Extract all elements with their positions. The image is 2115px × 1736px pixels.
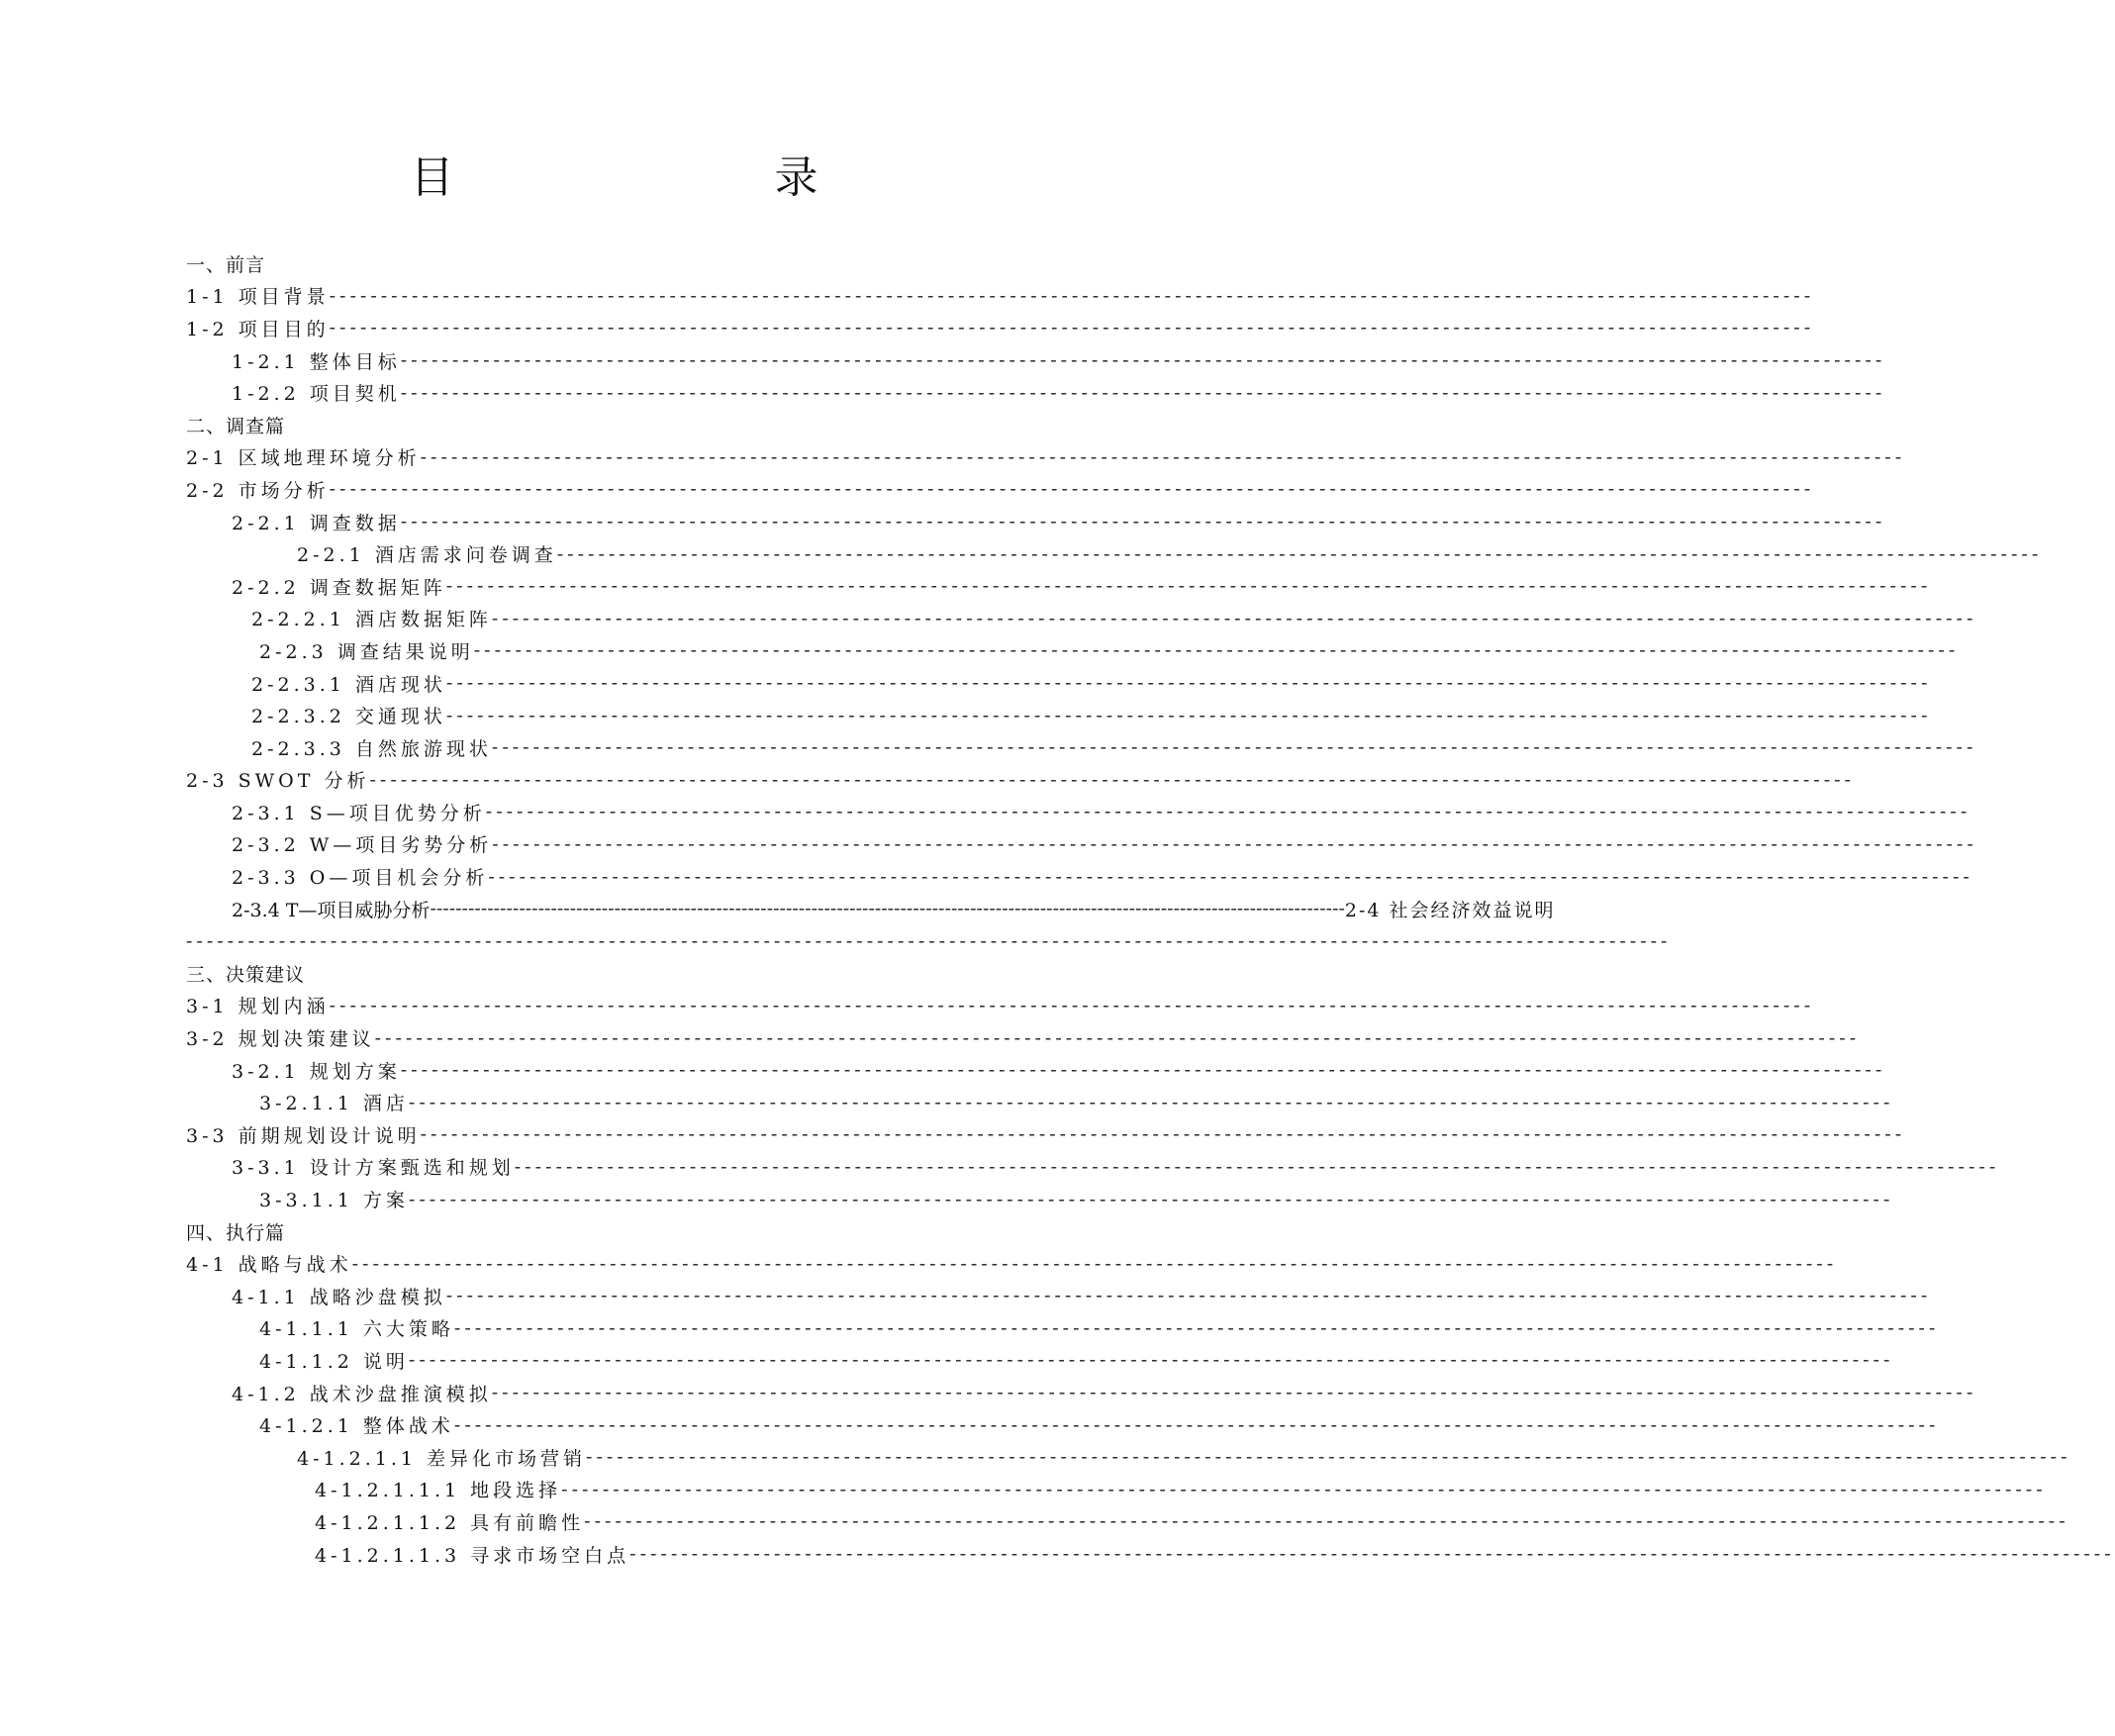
toc-leader-dashes: ------------------------------------------------------------------------------------------------------------------------------------------------ bbox=[488, 865, 1973, 888]
toc-leader-dashes: ------------------------------------------------------------------------------------------------------------------------------------------------ bbox=[445, 1285, 1932, 1307]
toc-entry-label: 3-3.1 设计方案甄选和规划 bbox=[232, 1157, 515, 1180]
toc-leader-dashes: ------------------------------------------------------------------------------------------------------------------------------------------------ bbox=[400, 511, 1886, 533]
toc-entry-label: 2-2.1 酒店需求问卷调查 bbox=[297, 544, 557, 567]
toc-entry[interactable] bbox=[186, 828, 1977, 861]
toc-leader-dashes: ------------------------------------------------------------------------------------------------------------------------------------------------ bbox=[556, 542, 2043, 565]
toc-entry-label: 2-3.2 W—项目劣势分析 bbox=[232, 834, 493, 857]
toc-entry[interactable] bbox=[186, 860, 1973, 893]
toc-leader-dashes: ------------------------------------------------------------------------------------------------------------------------------------------------ bbox=[420, 1123, 1906, 1146]
toc-entry[interactable] bbox=[186, 1538, 2115, 1571]
toc-entry[interactable] bbox=[186, 893, 1556, 925]
toc-leader-dashes: ------------------------------------------------------------------------------------------------------------------------------------------------ bbox=[329, 478, 1815, 501]
toc-entry[interactable] bbox=[186, 764, 1855, 797]
toc-leader-dashes: ------------------------------------------------------------------------------------------------------------------------------------------------ bbox=[445, 704, 1932, 726]
toc-entry[interactable] bbox=[186, 1441, 2071, 1474]
toc-entry-label: 1-1 项目背景 bbox=[186, 286, 330, 309]
toc-entry[interactable] bbox=[186, 441, 1906, 474]
toc-section-heading bbox=[186, 409, 1047, 441]
toc-entry[interactable] bbox=[186, 699, 1932, 731]
toc-entry-label: 3-3.1.1 方案 bbox=[259, 1190, 409, 1212]
toc-entry-label: 2-3.4 T—项目威胁分析 bbox=[232, 899, 431, 921]
toc-entry-label: 2-4 社会经济效益说明 bbox=[1344, 899, 1556, 921]
toc-leader-dashes: ------------------------------------------------------------------------------------------------------------------------------------------------ bbox=[514, 1155, 2000, 1178]
toc-leader-dashes: ------------------------------------------------------------------------------------------------------------------------------------------------ bbox=[400, 381, 1886, 404]
toc-entry-label: 3-2.1 规划方案 bbox=[232, 1060, 401, 1083]
toc-leader-dashes: ------------------------------------------------------------------------------------------------------------------------------------------------ bbox=[329, 284, 1815, 307]
toc-entry-label: 4-1.2.1.1.3 寻求市场空白点 bbox=[315, 1544, 630, 1567]
toc-entry[interactable] bbox=[186, 1474, 2047, 1506]
toc-entry-label: 2-1 区域地理环境分析 bbox=[186, 447, 421, 470]
toc-entry-label: 1-2.2 项目契机 bbox=[232, 383, 401, 406]
toc-leader-dashes: ------------------------------------------------------------------------------------------------------------------------------------------------ bbox=[629, 1543, 2115, 1566]
toc-entry[interactable] bbox=[186, 1086, 1894, 1118]
toc-entry[interactable] bbox=[186, 731, 1977, 764]
toc-leader-dashes: ------------------------------------------------------------------------------------------------------------------------------------------------ bbox=[453, 1413, 1940, 1436]
toc-entry[interactable] bbox=[186, 344, 1886, 377]
toc-entry-label: 2-3 SWOT 分析 bbox=[186, 770, 370, 793]
toc-leader-dashes: ------------------------------------------------------------------------------------------------------------------------------------------------ bbox=[369, 768, 1855, 791]
toc-leader-dashes: ------------------------------------------------------------------------------------------------------------------------------------------------ bbox=[400, 349, 1886, 372]
toc-entry-label: 4-1 战略与战术 bbox=[186, 1254, 352, 1277]
toc-entry[interactable] bbox=[186, 1021, 1861, 1054]
table-of-contents bbox=[186, 247, 2115, 1570]
toc-leader-dashes: ------------------------------------------------------------------------------------------------------------------------------------------------ bbox=[491, 607, 1977, 629]
toc-entry-label: 3-3 前期规划设计说明 bbox=[186, 1124, 421, 1147]
toc-entry[interactable] bbox=[186, 924, 1672, 957]
toc-entry-label: 4-1.1.1 六大策略 bbox=[259, 1318, 454, 1341]
toc-leader-dashes: ------------------------------------------------------------------------------------------------------------------------------------------------ bbox=[473, 639, 1960, 662]
toc-entry[interactable] bbox=[186, 1408, 1940, 1441]
toc-entry[interactable] bbox=[186, 1183, 1894, 1215]
toc-leader-dashes: ------------------------------------------------------------------------------------------------------------------------------------------------ bbox=[408, 1091, 1894, 1113]
toc-entry[interactable] bbox=[186, 1377, 1977, 1409]
toc-entry-label: 4-1.1.2 说明 bbox=[259, 1350, 409, 1373]
toc-entry[interactable] bbox=[186, 634, 1960, 667]
toc-entry[interactable] bbox=[186, 603, 1977, 635]
toc-leader-dashes: ------------------------------------------------------------------------------------------------------------------------------------------------ bbox=[329, 317, 1815, 339]
toc-entry-label: 4-1.2 战术沙盘推演模拟 bbox=[232, 1383, 492, 1405]
toc-entry-label: 4-1.2.1 整体战术 bbox=[259, 1415, 454, 1438]
toc-entry-label: 2-2.3.3 自然旅游现状 bbox=[251, 737, 492, 760]
toc-leader-dashes: ------------------------------------------------------------------------------------------------------------------------------------------------ bbox=[374, 1026, 1861, 1049]
toc-entry-label: 3-2.1.1 酒店 bbox=[259, 1093, 409, 1115]
toc-leader-dashes: ------------------------------------------------------------------------------------------------------------------------------------------------ bbox=[430, 898, 1345, 920]
toc-leader-dashes: ------------------------------------------------------------------------------------------------------------------------------------------------ bbox=[420, 445, 1906, 468]
toc-entry[interactable] bbox=[186, 312, 1815, 344]
toc-entry-label: 4-1.2.1.1.2 具有前瞻性 bbox=[315, 1511, 585, 1534]
toc-leader-dashes: ------------------------------------------------------------------------------------------------------------------------------------------------ bbox=[453, 1316, 1940, 1339]
toc-entry[interactable] bbox=[186, 376, 1886, 409]
toc-entry[interactable] bbox=[186, 1054, 1886, 1087]
toc-leader-dashes: ------------------------------------------------------------------------------------------------------------------------------------------------ bbox=[351, 1252, 1838, 1275]
toc-leader-dashes: ------------------------------------------------------------------------------------------------------------------------------------------------ bbox=[584, 1510, 2069, 1533]
toc-entry[interactable] bbox=[186, 280, 1815, 313]
toc-entry-label: 4-1.2.1.1.1 地段选择 bbox=[315, 1480, 562, 1502]
toc-entry[interactable] bbox=[186, 1505, 2069, 1538]
toc-section-heading bbox=[186, 957, 1047, 990]
toc-entry-label: 4-1.1 战略沙盘模拟 bbox=[232, 1286, 446, 1308]
toc-entry-label: 2-2.1 调查数据 bbox=[232, 512, 401, 534]
toc-entry[interactable] bbox=[186, 1312, 1940, 1345]
toc-entry[interactable] bbox=[186, 570, 1932, 603]
toc-entry-label: 二、调查篇 bbox=[186, 415, 286, 437]
toc-entry[interactable] bbox=[186, 506, 1886, 538]
toc-leader-dashes: ------------------------------------------------------------------------------------------------------------------------------------------------ bbox=[445, 672, 1932, 695]
toc-entry-label: 四、执行篇 bbox=[186, 1221, 286, 1244]
toc-entry[interactable] bbox=[186, 796, 1971, 828]
toc-entry[interactable] bbox=[186, 990, 1815, 1022]
toc-entry-label: 2-2.2.1 酒店数据矩阵 bbox=[251, 609, 492, 631]
toc-entry-label: 三、决策建议 bbox=[186, 963, 306, 986]
toc-leader-dashes: ------------------------------------------------------------------------------------------------------------------------------------------------ bbox=[491, 736, 1977, 759]
toc-entry[interactable] bbox=[186, 1280, 1932, 1312]
toc-entry[interactable] bbox=[186, 537, 2043, 570]
toc-entry[interactable] bbox=[186, 1151, 2000, 1184]
toc-entry[interactable] bbox=[186, 1344, 1894, 1377]
toc-leader-dashes: ------------------------------------------------------------------------------------------------------------------------------------------------ bbox=[408, 1188, 1894, 1210]
toc-section-heading bbox=[186, 247, 1047, 280]
toc-leader-dashes: ------------------------------------------------------------------------------------------------------------------------------------------------ bbox=[329, 994, 1815, 1016]
toc-entry-label: 1-2 项目目的 bbox=[186, 318, 330, 340]
toc-leader-dashes: ------------------------------------------------------------------------------------------------------------------------------------------------ bbox=[561, 1478, 2047, 1500]
toc-entry-label: 2-2.3.1 酒店现状 bbox=[251, 673, 446, 696]
toc-entry[interactable] bbox=[186, 473, 1815, 506]
toc-entry-label: 2-2.3.2 交通现状 bbox=[251, 706, 446, 728]
page-title: 目 录 bbox=[410, 152, 957, 203]
toc-entry-label: 2-2.2 调查数据矩阵 bbox=[232, 576, 446, 599]
toc-leader-dashes: ------------------------------------------------------------------------------------------------------------------------------------------------ bbox=[492, 832, 1977, 855]
toc-leader-dashes: ------------------------------------------------------------------------------------------------------------------------------------------------ bbox=[445, 575, 1932, 598]
toc-leader-dashes: ------------------------------------------------------------------------------------------------------------------------------------------------ bbox=[586, 1446, 2071, 1469]
toc-leader-dashes: ------------------------------------------------------------------------------------------------------------------------------------------------ bbox=[400, 1059, 1886, 1082]
toc-entry-label: 1-2.1 整体目标 bbox=[232, 350, 401, 373]
toc-entry-label: 3-2 规划决策建议 bbox=[186, 1028, 375, 1051]
toc-entry-label: 一、前言 bbox=[186, 253, 266, 276]
toc-entry-label: 2-3.1 S—项目优势分析 bbox=[232, 802, 486, 824]
toc-section-heading bbox=[186, 1215, 1047, 1248]
toc-entry-label: 2-2.3 调查结果说明 bbox=[259, 640, 474, 663]
toc-entry-label: 2-2 市场分析 bbox=[186, 479, 330, 502]
toc-leader-dashes: ------------------------------------------------------------------------------------------------------------------------------------------------ bbox=[491, 1382, 1977, 1404]
toc-entry[interactable] bbox=[186, 667, 1932, 700]
toc-entry-label: 3-1 规划内涵 bbox=[186, 996, 330, 1018]
toc-entry[interactable] bbox=[186, 1247, 1838, 1280]
toc-leader-dashes: ------------------------------------------------------------------------------------------------------------------------------------------------ bbox=[186, 929, 1672, 952]
toc-leader-dashes: ------------------------------------------------------------------------------------------------------------------------------------------------ bbox=[485, 801, 1971, 823]
toc-entry[interactable] bbox=[186, 1118, 1906, 1151]
toc-leader-dashes: ------------------------------------------------------------------------------------------------------------------------------------------------ bbox=[408, 1349, 1894, 1372]
toc-entry-label: 2-3.3 O—项目机会分析 bbox=[232, 867, 489, 890]
toc-entry-label: 4-1.2.1.1 差异化市场营销 bbox=[297, 1447, 587, 1470]
